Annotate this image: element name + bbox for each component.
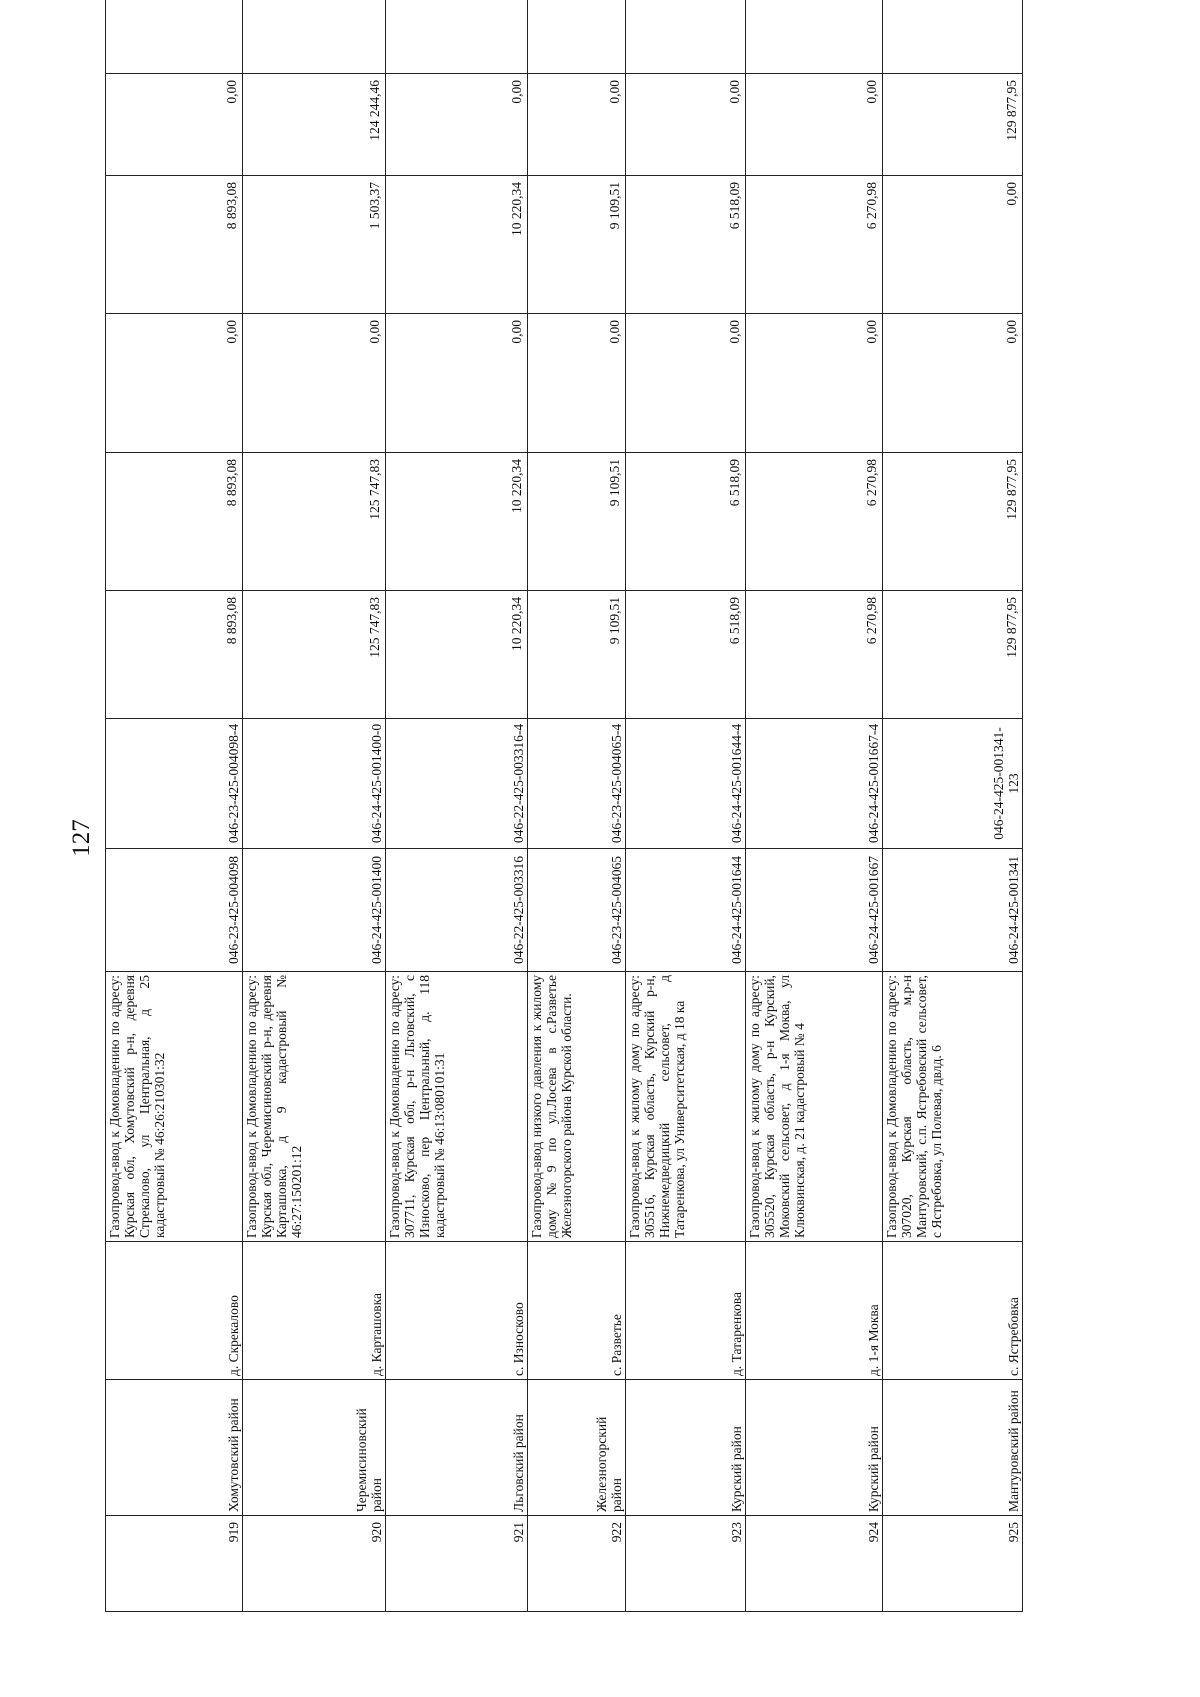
value-cell-2: 129 877,95 — [883, 453, 1023, 591]
locality-cell: с. Износково — [386, 1242, 528, 1380]
value-cell-1: 125 747,83 — [243, 591, 386, 719]
value-cell-3: 0,00 — [527, 314, 625, 453]
locality-cell: с. Разветье — [527, 1242, 625, 1380]
code-cell: 046-24-425-001400 — [243, 849, 386, 972]
value-cell-4: 0,00 — [883, 176, 1023, 314]
value-cell-1: 6 270,98 — [745, 591, 882, 719]
district-cell: Курский район — [745, 1380, 882, 1516]
table-body — [106, 0, 1023, 1612]
code-cell: 046-24-425-001341 — [883, 849, 1023, 972]
code-cell: 046-23-425-004065 — [527, 849, 625, 972]
value-cell-5: 0,00 — [527, 74, 625, 176]
value-cell-6 — [527, 0, 625, 74]
value-cell-2: 9 109,51 — [527, 453, 625, 591]
value-cell-2: 8 893,08 — [106, 453, 243, 591]
description-cell: Газопровод-ввод к Домовладению по адресу: 307711, Курская обл, р-н Льговский, с Износково, пер Центральный, д. 118 кадастровый № 46:13:080101:31 — [386, 972, 528, 1242]
row-number-cell: 925 — [883, 1516, 1023, 1612]
locality-cell: д. 1-я Моква — [745, 1242, 882, 1380]
rotated-table-wrapper — [105, 52, 1023, 1612]
table-row — [527, 0, 625, 1612]
row-number-cell: 921 — [386, 1516, 528, 1612]
value-cell-3: 0,00 — [883, 314, 1023, 453]
value-cell-5: 129 877,95 — [883, 74, 1023, 176]
locality-cell: д. Скрекалово — [106, 1242, 243, 1380]
table-row — [883, 0, 1023, 1612]
district-cell: Черемисиновский район — [243, 1380, 386, 1516]
value-cell-5: 0,00 — [625, 74, 745, 176]
value-cell-1: 9 109,51 — [527, 591, 625, 719]
full-code-cell: 046-23-425-004065-4 — [527, 719, 625, 849]
code-cell: 046-23-425-004098 — [106, 849, 243, 972]
district-cell: Льговский район — [386, 1380, 528, 1516]
code-cell: 046-22-425-003316 — [386, 849, 528, 972]
value-cell-4: 8 893,08 — [106, 176, 243, 314]
value-cell-4: 6 270,98 — [745, 176, 882, 314]
table-row — [243, 0, 386, 1612]
table-row — [106, 0, 243, 1612]
full-code-cell: 046-24-425-001644-4 — [625, 719, 745, 849]
value-cell-4: 1 503,37 — [243, 176, 386, 314]
table-row — [625, 0, 745, 1612]
full-code-cell: 046-24-425-001400-0 — [243, 719, 386, 849]
value-cell-1: 129 877,95 — [883, 591, 1023, 719]
registry-table — [105, 0, 1023, 1612]
value-cell-2: 6 270,98 — [745, 453, 882, 591]
locality-cell: с. Ястребовка — [883, 1242, 1023, 1380]
value-cell-1: 8 893,08 — [106, 591, 243, 719]
row-number-cell: 919 — [106, 1516, 243, 1612]
value-cell-4: 6 518,09 — [625, 176, 745, 314]
code-cell: 046-24-425-001667 — [745, 849, 882, 972]
description-cell: Газопровод-ввод к Домовладению по адресу: Курская обл, Черемисиновский р-н, деревня Карташовка, д 9 кадастровый № 46:27:150201:12 — [243, 972, 386, 1242]
value-cell-5: 0,00 — [106, 74, 243, 176]
district-cell: Курский район — [625, 1380, 745, 1516]
district-cell: Мантуровский район — [883, 1380, 1023, 1516]
value-cell-6 — [625, 0, 745, 74]
value-cell-3: 0,00 — [386, 314, 528, 453]
value-cell-4: 10 220,34 — [386, 176, 528, 314]
table-row — [386, 0, 528, 1612]
value-cell-1: 6 518,09 — [625, 591, 745, 719]
full-code-cell: 046-24-425-001341-123 — [883, 719, 1023, 849]
description-cell: Газопровод-ввод низкого давления к жилому дому №9 по ул.Лосева в с.Разветье Железногорского района Курской области. — [527, 972, 625, 1242]
value-cell-5: 124 244,46 — [243, 74, 386, 176]
description-cell: Газопровод-ввод к Домовладению по адресу: 307020, Курская область, м.р-н Мантуровский, с.п. Ястребовский сельсовет, с Ястребовка, ул Полевая, двлд. 6 — [883, 972, 1023, 1242]
value-cell-3: 0,00 — [745, 314, 882, 453]
value-cell-3: 0,00 — [106, 314, 243, 453]
value-cell-3: 0,00 — [243, 314, 386, 453]
value-cell-3: 0,00 — [625, 314, 745, 453]
district-cell: Хомутовский район — [106, 1380, 243, 1516]
locality-cell: д. Карташовка — [243, 1242, 386, 1380]
locality-cell: д. Татаренкова — [625, 1242, 745, 1380]
value-cell-6 — [883, 0, 1023, 74]
value-cell-2: 6 518,09 — [625, 453, 745, 591]
table-row — [745, 0, 882, 1612]
row-number-cell: 923 — [625, 1516, 745, 1612]
value-cell-1: 10 220,34 — [386, 591, 528, 719]
code-cell: 046-24-425-001644 — [625, 849, 745, 972]
full-code-cell: 046-23-425-004098-4 — [106, 719, 243, 849]
value-cell-5: 0,00 — [386, 74, 528, 176]
description-cell: Газопровод-ввод к Домовладению по адресу: Курская обл, Хомутовский р-н, деревня Стрекалово, ул Центральная, д 25 кадастровый № 46:26:210301:32 — [106, 972, 243, 1242]
row-number-cell: 922 — [527, 1516, 625, 1612]
description-cell: Газопровод-ввод к жилому дому по адресу: 305520, Курская область, р-н Курский, Моковский сельсовет, д 1-я Моква, ул Клюквинская, д. 21 кадастровый № 4 — [745, 972, 882, 1242]
value-cell-5: 0,00 — [745, 74, 882, 176]
description-cell: Газопровод-ввод к жилому дому по адресу: 305516, Курская область, Курский р-н, Нижнемедведицкий сельсовет, д Татаренкова, ул Университетская, д 18 ка — [625, 972, 745, 1242]
district-cell: Железногорский район — [527, 1380, 625, 1516]
full-code-cell: 046-22-425-003316-4 — [386, 719, 528, 849]
value-cell-6 — [243, 0, 386, 74]
value-cell-2: 10 220,34 — [386, 453, 528, 591]
value-cell-2: 125 747,83 — [243, 453, 386, 591]
row-number-cell: 920 — [243, 1516, 386, 1612]
value-cell-6 — [745, 0, 882, 74]
value-cell-6 — [386, 0, 528, 74]
value-cell-6 — [106, 0, 243, 74]
full-code-cell: 046-24-425-001667-4 — [745, 719, 882, 849]
page-number: 127 — [68, 819, 95, 857]
value-cell-4: 9 109,51 — [527, 176, 625, 314]
row-number-cell: 924 — [745, 1516, 882, 1612]
